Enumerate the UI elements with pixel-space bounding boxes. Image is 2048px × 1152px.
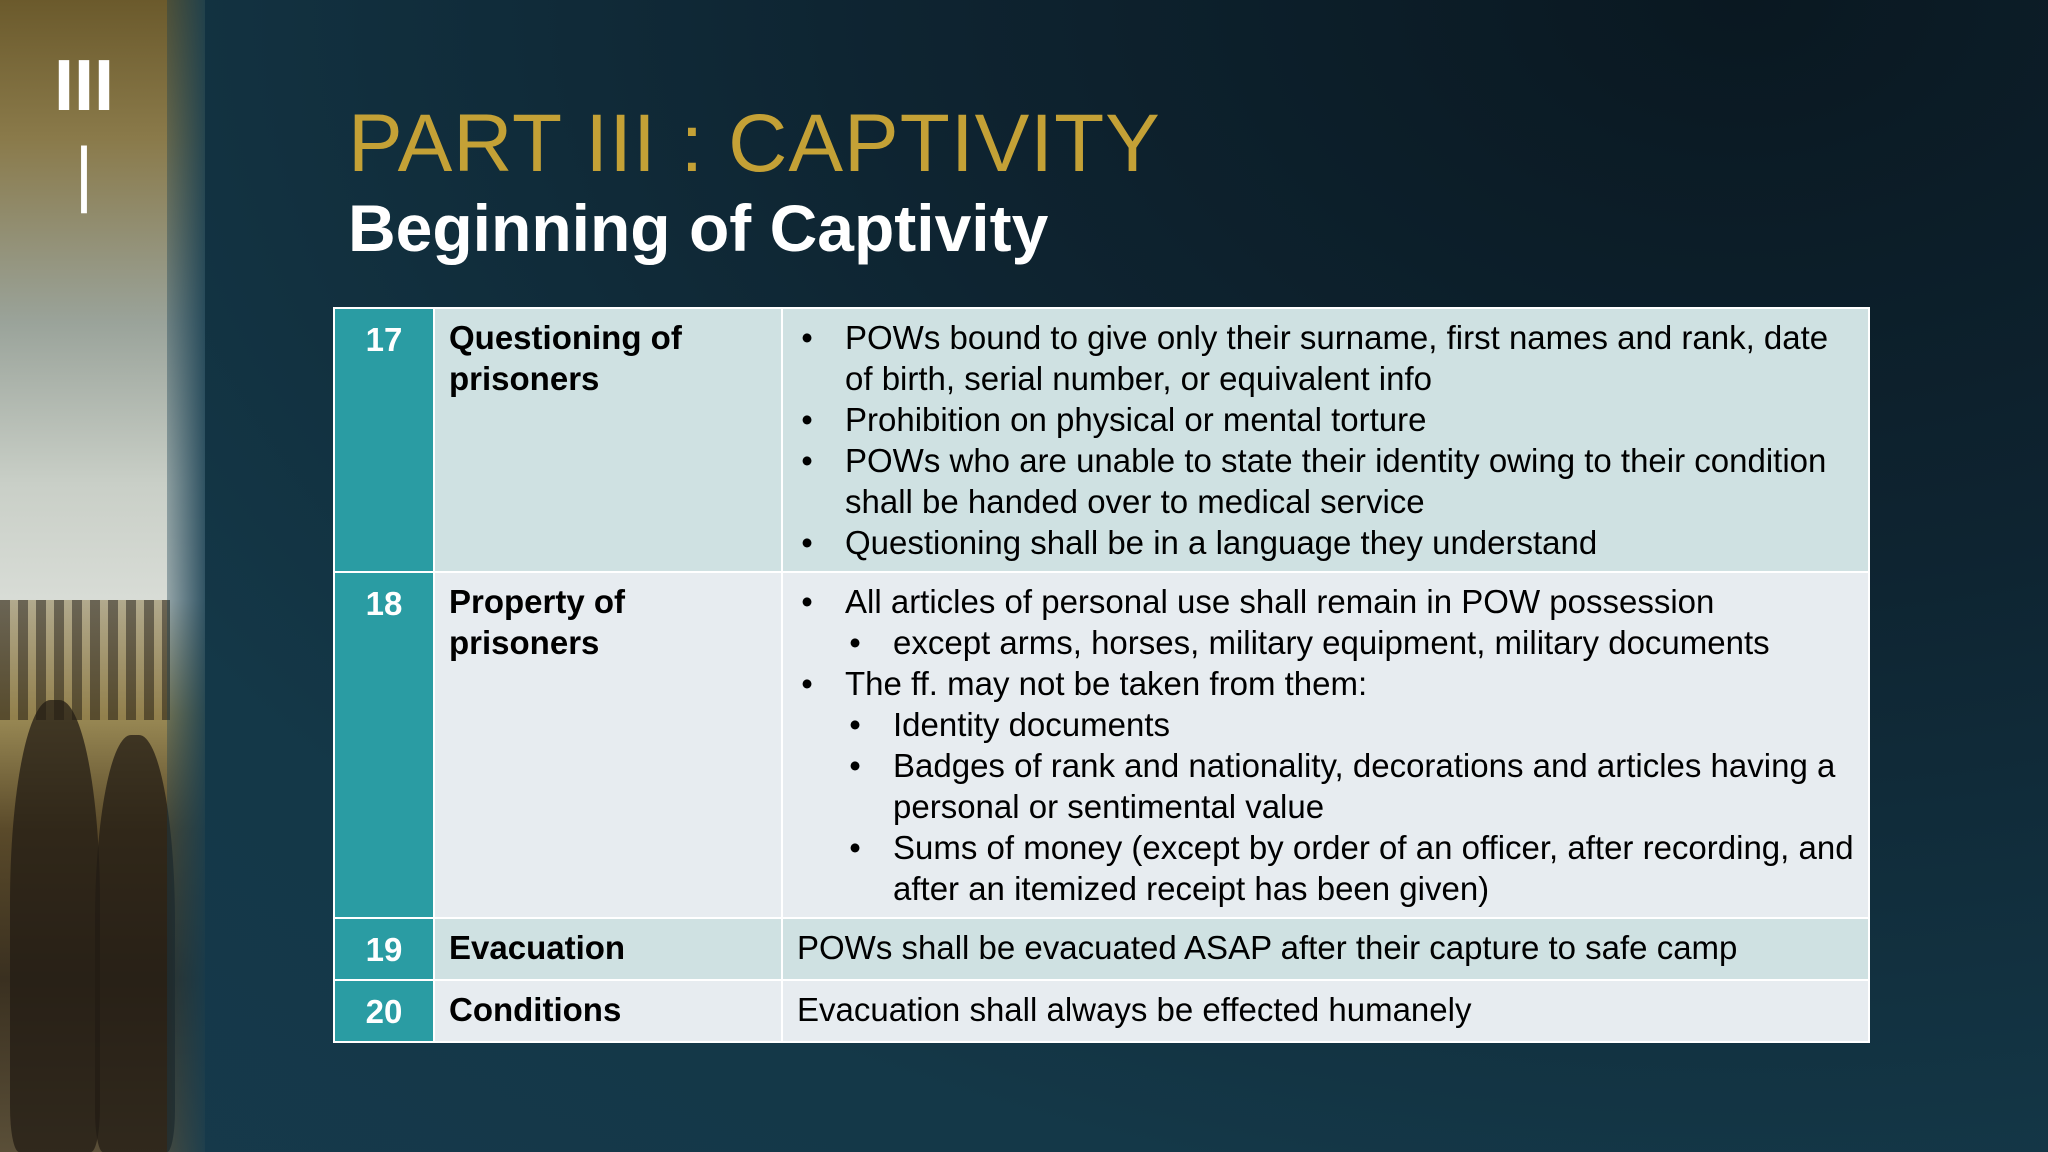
article-name: [434, 572, 782, 918]
bullet-item: [797, 581, 1854, 663]
article-body: POWs shall be evacuated ASAP after their capture to safe camp: [782, 918, 1869, 980]
bullet-text: All articles of personal use shall remain in POW possession: [845, 583, 1715, 620]
sub-bullet-item: • except arms, horses, military equipment, military documents: [845, 622, 1854, 663]
table-row: [334, 980, 1869, 1042]
article-name-line: Questioning of: [449, 319, 682, 356]
table-row: [334, 918, 1869, 980]
slide-subtitle: Beginning of Captivity: [348, 191, 1049, 265]
article-body: Evacuation shall always be effected humanely: [782, 980, 1869, 1042]
article-number: 18: [334, 572, 434, 918]
article-name-line: prisoners: [449, 360, 600, 397]
painting-figure: [95, 735, 175, 1152]
sub-bullet-item: • Identity documents: [845, 704, 1854, 745]
article-name: Evacuation: [434, 918, 782, 980]
bullet-item: • Questioning shall be in a language they understand: [797, 522, 1854, 563]
article-body: [782, 308, 1869, 572]
article-name-line: prisoners: [449, 624, 600, 661]
articles-table: [333, 307, 1870, 1043]
section-marker-numeral: III: [53, 46, 114, 126]
bullet-item: • POWs who are unable to state their identity owing to their condition shall be handed over to medical service: [797, 440, 1854, 522]
slide-title: PART III : CAPTIVITY: [348, 98, 1161, 189]
article-body: [782, 572, 1869, 918]
sub-bullet-item: • Sums of money (except by order of an officer, after recording, and after an itemized receipt has been given): [845, 827, 1854, 909]
table-row: [334, 308, 1869, 572]
article-name: [434, 308, 782, 572]
section-marker-divider: |: [74, 134, 94, 214]
bullet-text: The ff. may not be taken from them:: [845, 665, 1368, 702]
sidebar-shade: [167, 0, 205, 1152]
title-area: [348, 100, 1161, 268]
bullet-item: • POWs bound to give only their surname, first names and rank, date of birth, serial number, or equivalent info: [797, 317, 1854, 399]
table-row: [334, 572, 1869, 918]
sidebar-painting: [0, 0, 205, 1152]
bullet-item: • Prohibition on physical or mental torture: [797, 399, 1854, 440]
article-name-line: Property of: [449, 583, 626, 620]
bullet-list: [797, 581, 1854, 909]
bullet-item: [797, 663, 1854, 909]
painting-figure: [10, 700, 100, 1152]
painting-crowd: [0, 600, 170, 720]
article-name: Conditions: [434, 980, 782, 1042]
article-number: 19: [334, 918, 434, 980]
sub-bullet-list: [845, 704, 1854, 909]
section-marker: [52, 42, 116, 218]
sub-bullet-list: [845, 622, 1854, 663]
article-number: 17: [334, 308, 434, 572]
article-number: 20: [334, 980, 434, 1042]
sub-bullet-item: • Badges of rank and nationality, decorations and articles having a personal or sentimental value: [845, 745, 1854, 827]
bullet-list: [797, 317, 1854, 563]
